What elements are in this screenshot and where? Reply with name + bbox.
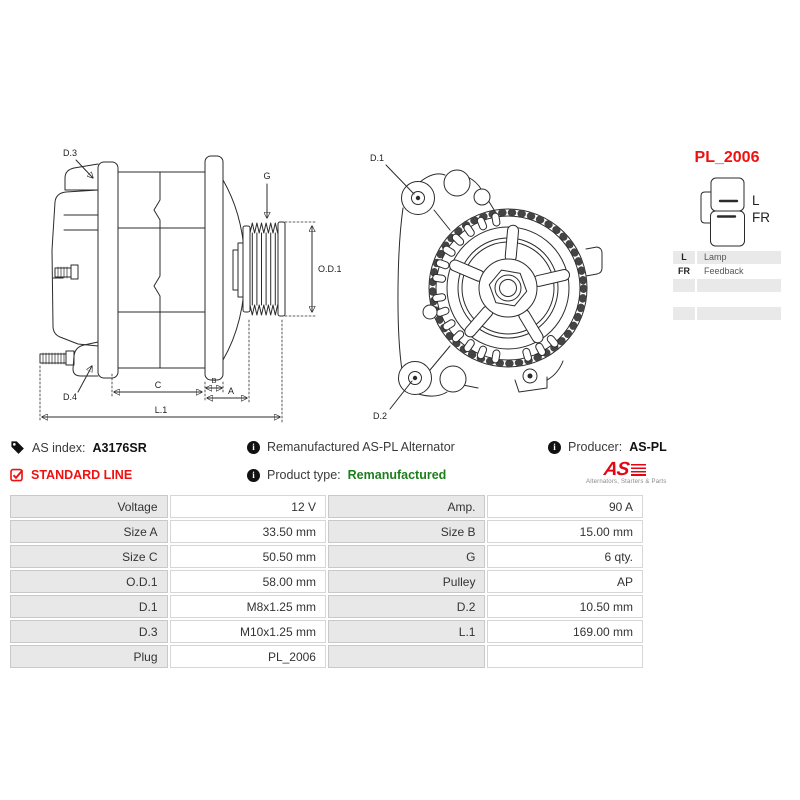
dim-d2-label: D.2 [372, 411, 388, 421]
spec-row [10, 495, 643, 518]
spec-value: 15.00 mm [487, 520, 643, 543]
spec-label: G [328, 545, 486, 568]
info-icon [247, 469, 260, 482]
spec-value: 50.50 mm [170, 545, 326, 568]
aspl-logo-mark [586, 461, 664, 478]
info-icon [548, 441, 561, 454]
spec-value: 10.50 mm [487, 595, 643, 618]
rear-housing [52, 164, 98, 376]
spec-value: 90 A [487, 495, 643, 518]
spec-value: 33.50 mm [170, 520, 326, 543]
legend-key [673, 293, 695, 306]
dim-d1-label: D.1 [369, 153, 385, 163]
spec-label: Pulley [328, 570, 486, 593]
spec-value: PL_2006 [170, 645, 326, 668]
spec-row [10, 545, 643, 568]
legend-row [673, 293, 781, 306]
plug-pin-legend [673, 251, 781, 321]
dim-c-label: C [154, 380, 162, 390]
legend-key [673, 279, 695, 292]
spec-label: Size C [10, 545, 168, 568]
legend-value: Lamp [697, 251, 781, 264]
spec-row [10, 520, 643, 543]
spec-value: 58.00 mm [170, 570, 326, 593]
dim-d4-label: D.4 [62, 392, 78, 402]
spec-table [8, 493, 645, 670]
dim-a-label: A [227, 386, 235, 396]
legend-row [673, 307, 781, 320]
spec-label: Size B [328, 520, 486, 543]
plug-pin-l-label: L [752, 193, 760, 208]
plug-pin-fr-label: FR [752, 210, 770, 225]
spec-row [10, 620, 643, 643]
tag-icon [10, 440, 25, 455]
spec-value: 169.00 mm [487, 620, 643, 643]
spec-label: Plug [10, 645, 168, 668]
spec-label: D.2 [328, 595, 486, 618]
spec-value: 6 qty. [487, 545, 643, 568]
producer-row [548, 440, 667, 454]
spec-label: O.D.1 [10, 570, 168, 593]
product-type-value: Remanufactured [347, 468, 447, 482]
aspl-logo-stripes [631, 464, 646, 476]
legend-value: Feedback [704, 266, 744, 276]
alternator-side-view-drawing [0, 130, 345, 440]
dim-l1-label: L.1 [154, 405, 168, 415]
info-icon [247, 441, 260, 454]
aspl-logo-caption: Alternators, Starters & Parts [586, 479, 667, 485]
plug-code-title: PL_2006 [694, 149, 760, 166]
checkbox-checked-icon [10, 468, 24, 482]
standard-line-badge: STANDARD LINE [31, 468, 133, 482]
spec-value: M8x1.25 mm [170, 595, 326, 618]
spec-label: Size A [10, 520, 168, 543]
product-type-label: Product type: [267, 468, 341, 482]
spec-row [10, 645, 643, 668]
spec-label [328, 645, 486, 668]
legend-key [673, 307, 695, 320]
spec-value [487, 645, 643, 668]
alternator-front-view-drawing [350, 130, 630, 440]
dim-d3-label: D.3 [62, 148, 78, 158]
spec-label: Amp. [328, 495, 486, 518]
spec-row [10, 595, 643, 618]
dim-b-label: B [211, 376, 217, 385]
pulley [243, 222, 285, 316]
producer-value: AS-PL [629, 440, 667, 454]
pulley-face [447, 225, 571, 349]
legend-value [697, 279, 781, 292]
remanufactured-note-row [247, 440, 455, 454]
legend-key: FR [678, 266, 690, 276]
product-type-row [247, 468, 446, 482]
as-index-value: A3176SR [92, 440, 147, 455]
brackets-and-body [98, 156, 245, 380]
aspl-logo [586, 459, 667, 485]
producer-label: Producer: [568, 440, 623, 454]
legend-row [673, 279, 781, 292]
spec-label: D.3 [10, 620, 168, 643]
legend-value [697, 293, 781, 306]
legend-key: L [673, 251, 695, 264]
as-index-row [10, 440, 147, 455]
standard-line-row [10, 468, 132, 482]
legend-row [673, 251, 781, 264]
remanufactured-note: Remanufactured AS-PL Alternator [267, 440, 455, 454]
spec-row [10, 570, 643, 593]
spec-value: M10x1.25 mm [170, 620, 326, 643]
legend-row [673, 265, 781, 278]
spec-label: Voltage [10, 495, 168, 518]
spec-label: D.1 [10, 595, 168, 618]
dim-g-label: G [263, 171, 271, 181]
aspl-logo-text: AS [602, 459, 630, 480]
spec-label: L.1 [328, 620, 486, 643]
legend-value [697, 307, 781, 320]
terminal-studs [40, 265, 78, 365]
spec-value: AP [487, 570, 643, 593]
dim-od1-label: O.D.1 [318, 264, 342, 274]
spec-value: 12 V [170, 495, 326, 518]
as-index-label: AS index: [32, 440, 86, 455]
